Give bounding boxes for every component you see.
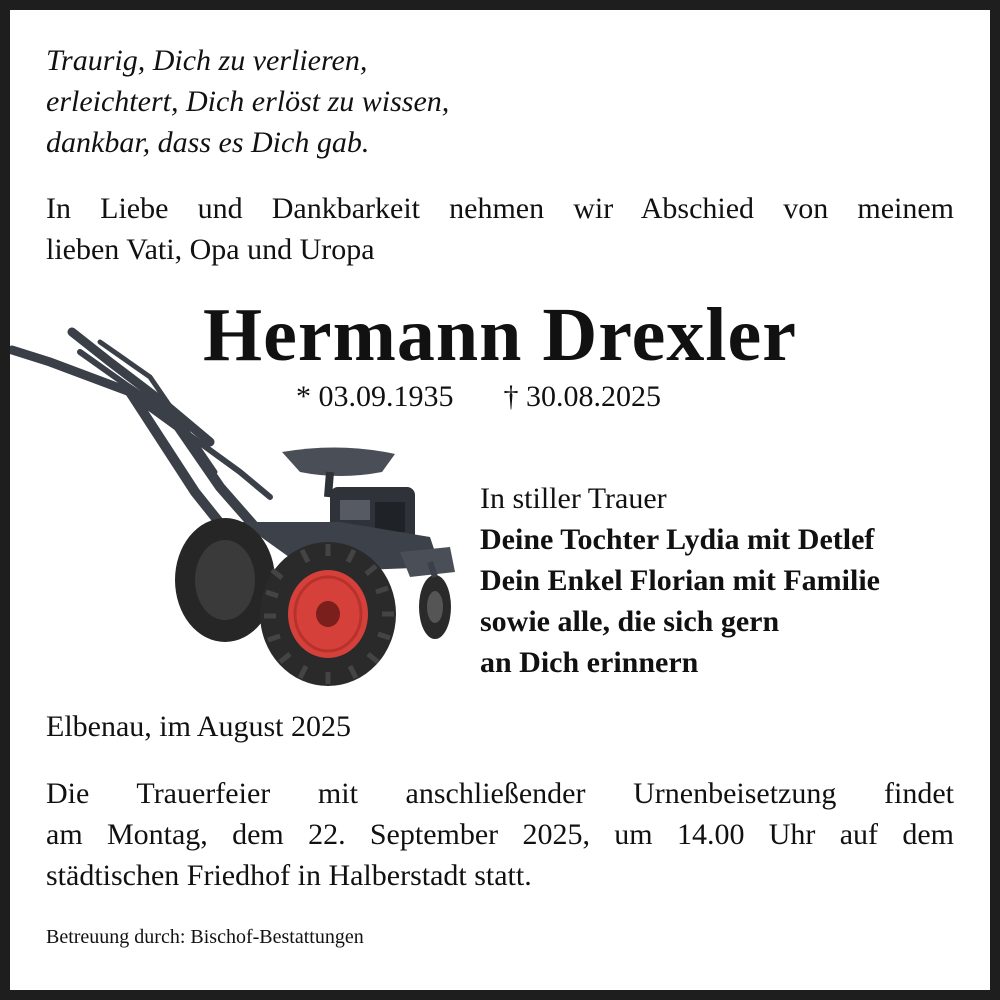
intro-line: lieben Vati, Opa und Uropa	[46, 233, 375, 266]
mourner-line: sowie alle, die sich gern	[480, 605, 780, 638]
mourner-line: Dein Enkel Florian mit Familie	[480, 564, 880, 597]
intro-line: In Liebe und Dankbarkeit nehmen wir Abschied von meinem	[46, 192, 954, 225]
birth-date: * 03.09.1935	[296, 380, 454, 413]
funeral-line: Die Trauerfeier mit anschließender Urnenbeisetzung findet	[46, 777, 954, 810]
poem-line: dankbar, dass es Dich gab.	[46, 126, 370, 159]
deceased-name: Hermann Drexler	[203, 293, 797, 377]
mourners	[480, 478, 880, 683]
poem	[46, 40, 449, 163]
funeral-line: städtischen Friedhof in Halberstadt statt.	[46, 859, 532, 892]
tractor-icon	[10, 322, 470, 692]
undertaker-credit: Betreuung durch: Bischof-Bestattungen	[46, 926, 364, 948]
mourners-heading: In stiller Trauer	[480, 482, 667, 515]
mourner-line: Deine Tochter Lydia mit Detlef	[480, 523, 875, 556]
poem-line: Traurig, Dich zu verlieren,	[46, 44, 368, 77]
mourner-line: an Dich erinnern	[480, 646, 699, 679]
funeral-info	[46, 773, 954, 896]
death-date: † 30.08.2025	[503, 380, 661, 413]
intro-text	[46, 188, 954, 270]
place-date: Elbenau, im August 2025	[46, 710, 351, 743]
poem-line: erleichtert, Dich erlöst zu wissen,	[46, 85, 450, 118]
funeral-line: am Montag, dem 22. September 2025, um 14.00 Uhr auf dem	[46, 818, 954, 851]
